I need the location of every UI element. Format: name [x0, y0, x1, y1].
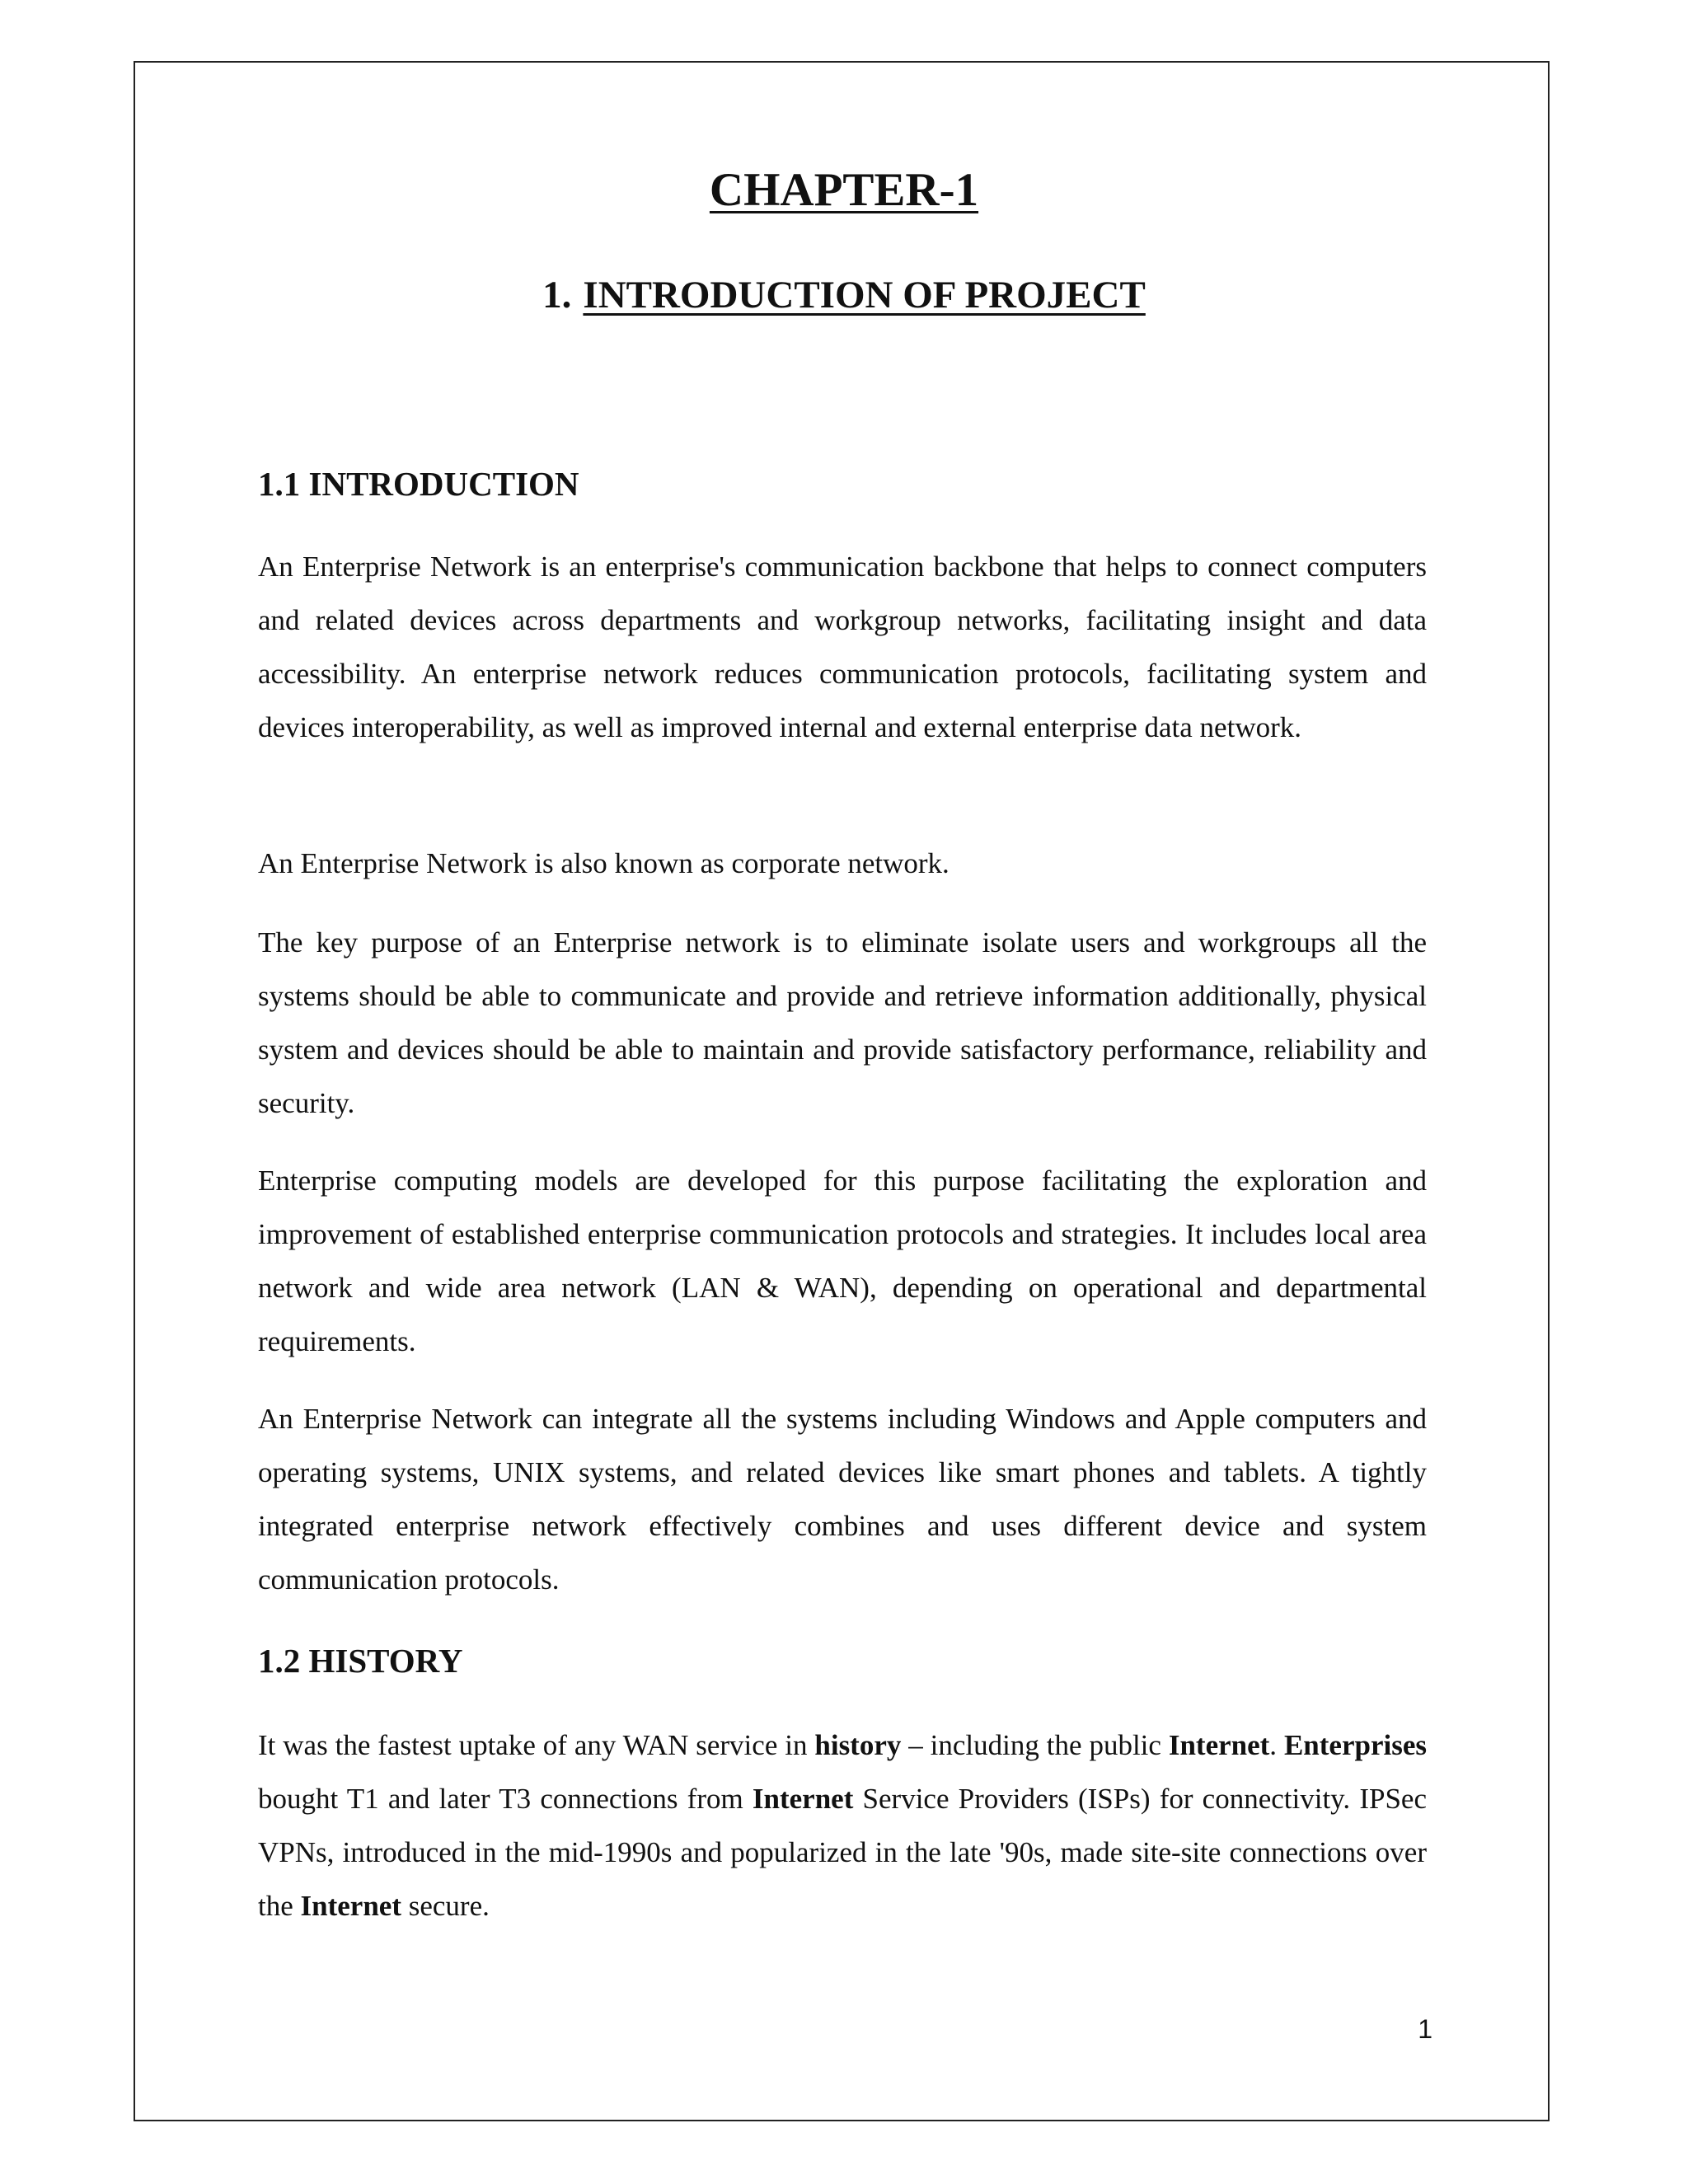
- intro-paragraph-4: Enterprise computing models are developed for this purpose facilitating the exploration and improvement of established enterprise communication protocols and strategies. It includes local area network and wide area network (LAN & WAN), depending on operational and departmental requirements.: [258, 1165, 1427, 1357]
- page-number: 1: [1418, 2014, 1432, 2044]
- intro-paragraph-1: An Enterprise Network is an enterprise's communication backbone that helps to connect computers and related devices across departments and workgroup networks, facilitating insight and data accessibility. An enterprise network reduces communication protocols, facilitating system and devices interoperability, as well as improved internal and external enterprise data network.: [258, 551, 1427, 743]
- section-heading-history: 1.2 HISTORY: [258, 1642, 463, 1680]
- chapter-title-text: CHAPTER-1: [709, 164, 979, 216]
- intro-paragraph-3: The key purpose of an Enterprise network is to eliminate isolate users and workgroups all the systems should be able to communicate and provide and retrieve information additionally, physical system and devices should be able to maintain and provide satisfactory performance, reliability and security.: [258, 926, 1427, 1119]
- project-title: [0, 270, 1688, 320]
- intro-paragraph-2: An Enterprise Network is also known as corporate network.: [258, 847, 950, 879]
- chapter-title: [0, 162, 1688, 219]
- project-title-number: 1.: [542, 274, 572, 316]
- project-title-text: INTRODUCTION OF PROJECT: [583, 274, 1146, 316]
- history-paragraph: It was the fastest uptake of any WAN service in history – including the public Internet. Enterprises bought T1 and later T3 connections from Internet Service Providers (ISPs) for connectivity. IPSec VPNs, introduced in the mid-1990s and popularized in the late '90s, made site-site connections over the Internet secure.: [258, 1729, 1427, 1922]
- section-heading-introduction: 1.1 INTRODUCTION: [258, 465, 579, 503]
- intro-paragraph-5: An Enterprise Network can integrate all the systems including Windows and Apple computers and operating systems, UNIX systems, and related devices like smart phones and tablets. A tightly integrated enterprise network effectively combines and uses different device and system communication protocols.: [258, 1403, 1427, 1596]
